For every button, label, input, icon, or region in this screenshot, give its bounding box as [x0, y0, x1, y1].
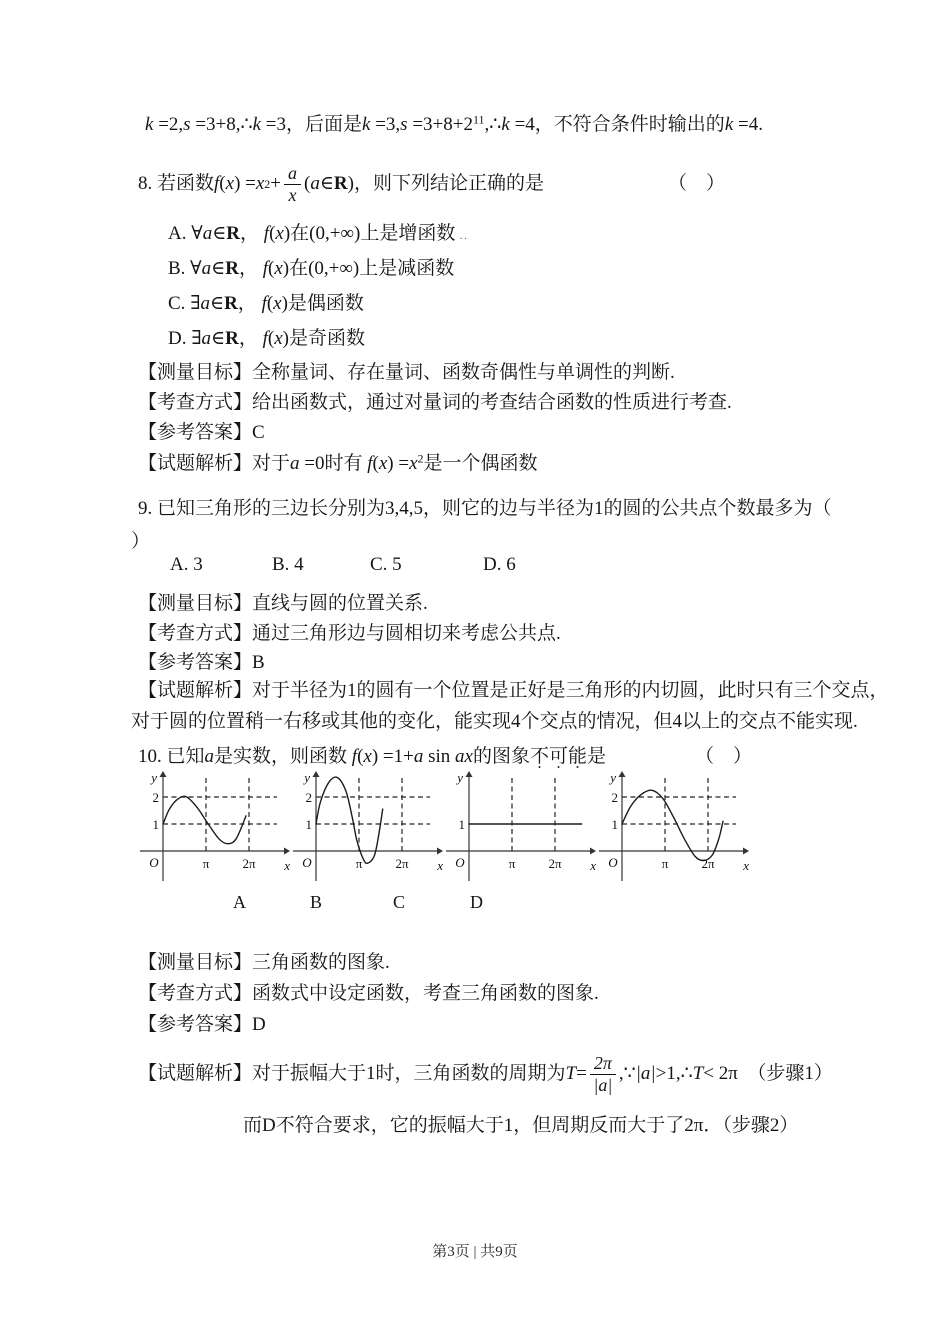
block-text: 全称量词、存在量词、函数奇偶性与单调性的判断. [252, 362, 675, 383]
block-text: 函数式中设定函数，考查三角函数的图象. [252, 983, 599, 1004]
block-text: 给出函数式，通过对量词的考查结合函数的性质进行考查. [252, 392, 732, 413]
block-text: C [252, 422, 265, 443]
q9-measure-target [138, 592, 428, 617]
block-text: 三角函数的图象. [252, 952, 390, 973]
svg-text:2π: 2π [548, 856, 562, 871]
q10-graphs [138, 768, 750, 888]
q9-option-d: D. 6 [483, 554, 516, 575]
svg-text:π: π [661, 856, 669, 871]
q9-reference-answer [138, 651, 265, 676]
block-text: 对于振幅大于1时，三角函数的周期为 T = $\frac{2\pi}{|a|}$ ,∵ |a| >1,∴ T < 2π （步骤1） [252, 1052, 833, 1095]
q9-exam-method [138, 622, 561, 647]
q8-title: 8. 若函数 f ( x ) = x 2 + $\frac{a}{x}$ ( a ∈ R ) ，则下列结论正确的是 [138, 162, 544, 205]
svg-text:O: O [455, 855, 465, 870]
svg-text:2π: 2π [701, 856, 715, 871]
block-label: 【考查方式】 [138, 392, 253, 413]
graph-D [597, 768, 750, 888]
svg-text:y: y [304, 770, 310, 785]
block-label: 【试题解析】 [138, 453, 253, 474]
svg-text:2: 2 [305, 790, 312, 805]
q9-title: 9. 已知三角形的三边长分别为3,4,5，则它的边与半径为1的圆的公共点个数最多为（ [138, 498, 832, 519]
q8-option-a: A. ∀a∈R， f(x)在(0,+∞)上是增函数 .. [168, 223, 469, 244]
block-label: 【参考答案】 [138, 422, 253, 443]
q10-analysis-line1 [138, 1044, 833, 1104]
q8-option-d: D. ∃a∈R， f(x)是奇函数 [168, 328, 365, 349]
q9-analysis-line2: 对于圆的位置稍一右移或其他的变化，能实现4个交点的情况，但4以上的交点不能实现. [131, 711, 858, 732]
svg-text:2: 2 [152, 790, 159, 805]
block-label: 【考查方式】 [138, 983, 253, 1004]
svg-text:1: 1 [611, 817, 618, 832]
q10-title: 10. 已知a是实数，则函数 f(x) =1+a sin ax的图象不可能是 [138, 746, 607, 767]
block-text: B [252, 652, 265, 673]
svg-text:x: x [743, 858, 749, 873]
block-label: 【测量目标】 [138, 593, 253, 614]
graph-label-a: A [233, 892, 246, 912]
q9-title-close-paren: ） [131, 531, 151, 552]
q9-option-a: A. 3 [170, 554, 203, 575]
graph-label-d: D [470, 892, 483, 912]
q10-exam-method [138, 982, 599, 1007]
svg-text:y: y [457, 770, 463, 785]
q10-measure-target [138, 951, 390, 976]
block-label: 【试题解析】 [138, 680, 253, 701]
svg-text:1: 1 [305, 817, 312, 832]
q8-option-c: C. ∃a∈R， f(x)是偶函数 [168, 293, 364, 314]
block-label: 【测量目标】 [138, 952, 253, 973]
svg-text:O: O [302, 855, 312, 870]
page-footer: 第3页 | 共9页 [432, 1244, 518, 1260]
block-text: 对于半径为1的圆有一个位置是正好是三角形的内切圆，此时只有三个交点， [252, 680, 889, 701]
svg-text:y: y [151, 770, 157, 785]
svg-text:O: O [608, 855, 618, 870]
q9-analysis-line1 [138, 679, 889, 704]
svg-text:π: π [508, 856, 516, 871]
svg-text:x: x [590, 858, 596, 873]
q8-exam-method [138, 391, 732, 416]
q8-measure-target [138, 361, 675, 386]
svg-text:2π: 2π [395, 856, 409, 871]
q8-answer-bracket: （ ） [668, 173, 726, 194]
block-text: D [252, 1014, 266, 1035]
graph-A [138, 768, 291, 888]
svg-text:1: 1 [152, 817, 159, 832]
block-text: 对于a =0时有 $f(x) =x^2$是一个偶函数 [252, 451, 538, 474]
block-label: 【试题解析】 [138, 1062, 253, 1084]
q10-reference-answer [138, 1013, 266, 1038]
svg-text:π: π [355, 856, 363, 871]
graph-label-c: C [393, 892, 406, 912]
svg-text:2π: 2π [242, 856, 256, 871]
q8-option-b: B. ∀a∈R， f(x)在(0,+∞)上是减函数 [168, 258, 455, 279]
q7-solution-tail: k =2,s =3+8,∴k =3，后面是$k =3,s =3+8+2^{11},\therefore k =4$，不符合条件时输出的k =4. [145, 112, 763, 135]
block-label: 【参考答案】 [138, 1014, 253, 1035]
svg-text:y: y [610, 770, 616, 785]
svg-text:π: π [202, 856, 210, 871]
block-label: 【考查方式】 [138, 623, 253, 644]
svg-text:x: x [284, 858, 290, 873]
svg-text:2: 2 [611, 790, 618, 805]
svg-text:x: x [437, 858, 443, 873]
block-label: 【测量目标】 [138, 362, 253, 383]
block-text: 直线与圆的位置关系. [252, 593, 428, 614]
svg-text:1: 1 [458, 817, 465, 832]
q8-analysis [138, 452, 538, 477]
q8-reference-answer [138, 421, 265, 446]
block-text: 通过三角形边与圆相切来考虑公共点. [252, 623, 561, 644]
graph-label-b: B [310, 892, 323, 912]
q9-option-b: B. 4 [272, 554, 304, 575]
svg-text:O: O [149, 855, 159, 870]
graph-B [291, 768, 444, 888]
q10-analysis-line2: 而D不符合要求，它的振幅大于1，但周期反而大于了2π．（步骤2） [243, 1115, 799, 1136]
graph-C [444, 768, 597, 888]
q9-option-c: C. 5 [370, 554, 402, 575]
q10-answer-bracket: （ ） [695, 746, 753, 767]
block-label: 【参考答案】 [138, 652, 253, 673]
